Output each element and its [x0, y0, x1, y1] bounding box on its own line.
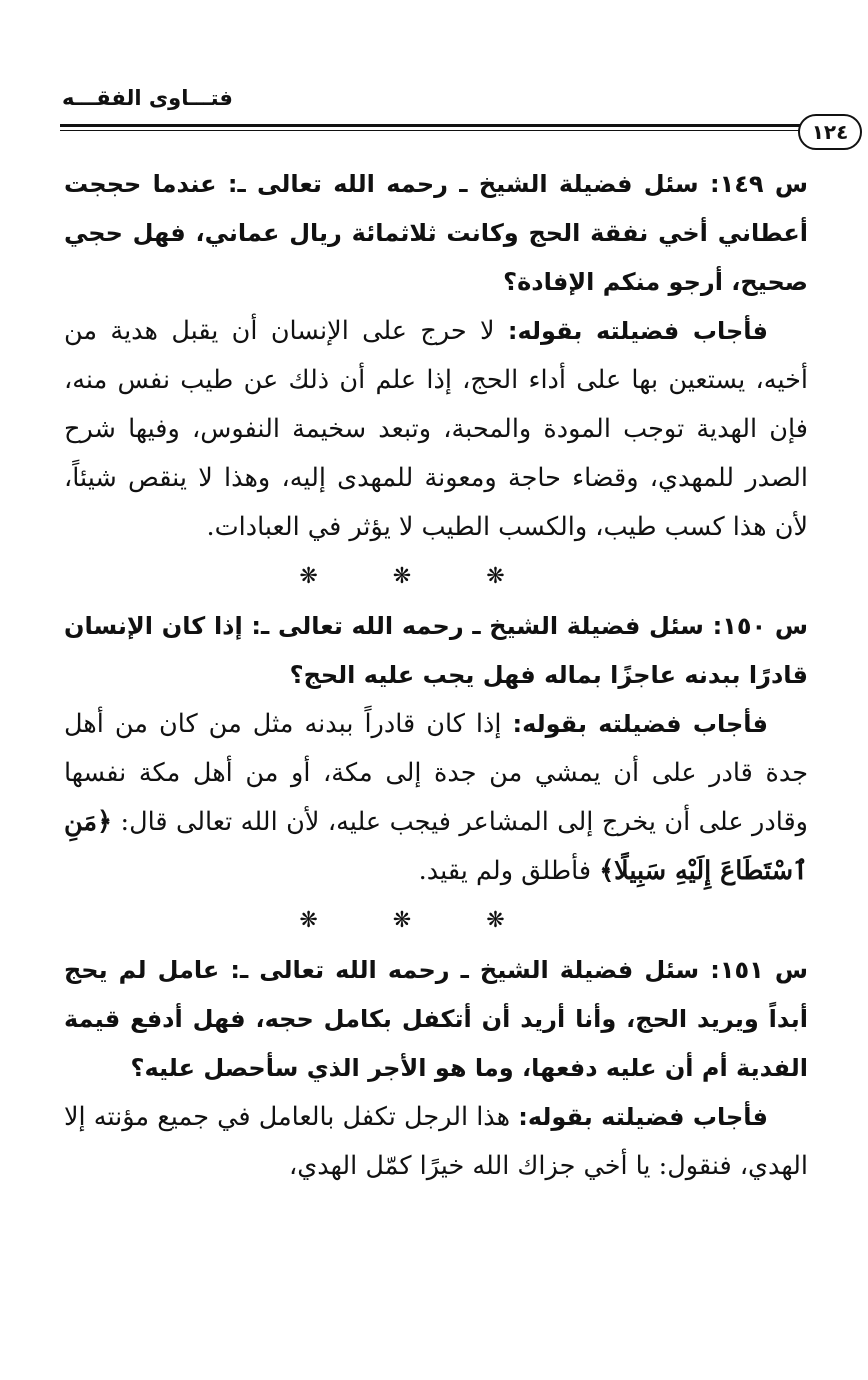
- answer-text: إذا كان قادراً ببدنه مثل من كان من أهل جدة قادر على أن يمشي من جدة إلى مكة، أو من أهل مكة نفسها وقادر على أن يخرج إلى المشاعر فيجب عليه، لأن الله تعالى قال:: [64, 709, 808, 837]
- answer-151: [64, 1093, 808, 1191]
- page-number: ١٢٤: [798, 114, 862, 150]
- question-text: سئل فضيلة الشيخ ـ رحمه الله تعالى ـ: عامل لم يحج أبداً ويريد الحج، وأنا أريد أن أتكفل بكامل حجه، فهل أدفع قيمة الفدية أم أن عليه دفعها، وما هو الأجر الذي سأحصل عليه؟: [64, 956, 808, 1082]
- question-149: [64, 160, 808, 307]
- question-number: س ١٥١:: [710, 956, 808, 984]
- answer-lead: فأجاب فضيلته بقوله:: [512, 710, 769, 738]
- body-text: [64, 160, 808, 1191]
- question-number: س ١٥٠:: [712, 612, 808, 640]
- answer-149: [64, 307, 808, 552]
- running-title: فتـــاوى الفقـــه: [62, 86, 233, 110]
- question-number: س ١٤٩:: [709, 170, 808, 198]
- answer-text-end: فأطلق ولم يقيد.: [418, 856, 592, 886]
- quran-verse: ﴿مَنِ ٱسْتَطَاعَ إِلَيْهِ سَبِيلًا﴾: [64, 807, 808, 886]
- section-separator: ❋ ❋ ❋: [299, 908, 539, 933]
- section-separator: ❋ ❋ ❋: [299, 564, 539, 589]
- answer-150: [64, 700, 808, 896]
- question-text: سئل فضيلة الشيخ ـ رحمه الله تعالى ـ: عندما حججت أعطاني أخي نفقة الحج وكانت ثلاثمائة ريال عماني، فهل حجي صحيح، أرجو منكم الإفادة؟: [64, 170, 808, 296]
- question-151: [64, 946, 808, 1093]
- answer-lead: فأجاب فضيلته بقوله:: [507, 317, 768, 345]
- question-text: سئل فضيلة الشيخ ـ رحمه الله تعالى ـ: إذا كان الإنسان قادرًا ببدنه عاجزًا بماله فهل يجب عليه الحج؟: [64, 612, 808, 689]
- question-150: [64, 602, 808, 700]
- header-rule-thin: [60, 130, 804, 131]
- answer-text: هذا الرجل تكفل بالعامل في جميع مؤنته إلا الهدي، فنقول: يا أخي جزاك الله خيرًا كمّل الهدي،: [64, 1102, 808, 1181]
- answer-lead: فأجاب فضيلته بقوله:: [518, 1103, 768, 1131]
- header-rule-thick: [60, 124, 804, 127]
- answer-text: لا حرج على الإنسان أن يقبل هدية من أخيه، يستعين بها على أداء الحج، إذا علم أن ذلك عن طيب نفس منه، فإن الهدية توجب المودة والمحبة، وتبعد سخيمة النفوس، وفيها شرح الصدر للمهدي، وقضاء حاجة ومعونة للمهدى إليه، وهذا لا ينقص شيئاً، لأن هذا كسب طيب، والكسب الطيب لا يؤثر في العبادات.: [64, 316, 808, 542]
